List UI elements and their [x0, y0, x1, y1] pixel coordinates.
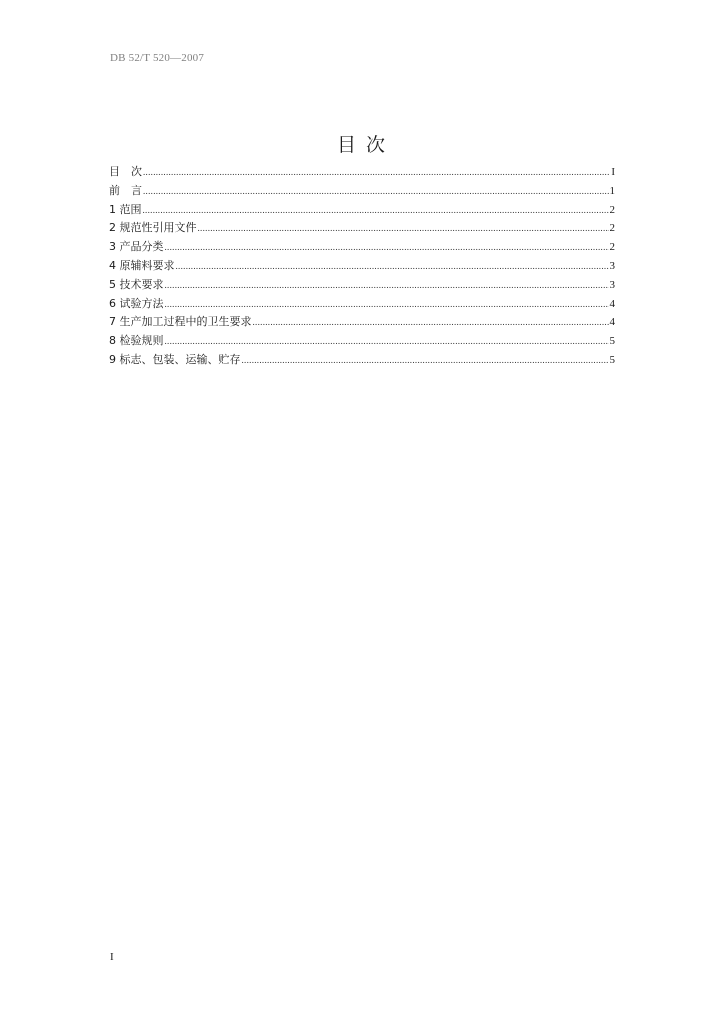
toc-entry-label: 3 产品分类 — [109, 240, 164, 254]
toc-entry-page: 5 — [609, 335, 615, 348]
toc-entry[interactable] — [109, 219, 615, 238]
toc-entry[interactable] — [109, 295, 615, 314]
toc-entry[interactable] — [109, 351, 615, 370]
toc-entry[interactable] — [109, 276, 615, 295]
toc-entry-page: 1 — [609, 184, 615, 197]
toc-title: 目 次 — [336, 134, 388, 156]
toc-entry[interactable] — [109, 201, 615, 220]
toc-entry-label: 8 检验规则 — [109, 334, 164, 348]
toc-entry-label: 前 言 — [109, 183, 142, 197]
toc-entry-page: 3 — [609, 278, 615, 291]
toc-dot-leader — [143, 163, 610, 182]
table-of-contents — [109, 163, 615, 370]
toc-dot-leader — [165, 276, 609, 295]
toc-dot-leader — [165, 295, 609, 314]
toc-dot-leader — [165, 332, 609, 351]
toc-entry[interactable] — [109, 163, 615, 182]
toc-entry-label: 4 原辅料要求 — [109, 258, 175, 272]
toc-entry-page: 3 — [609, 259, 615, 272]
footer-page-number: I — [110, 951, 114, 963]
toc-entry-label: 2 规范性引用文件 — [109, 221, 197, 235]
toc-entry-label: 7 生产加工过程中的卫生要求 — [109, 315, 252, 329]
document-code-header: DB 52/T 520—2007 — [110, 52, 205, 64]
toc-dot-leader — [198, 219, 609, 238]
toc-entry-label: 1 范围 — [109, 202, 142, 216]
toc-dot-leader — [143, 182, 609, 201]
toc-entry[interactable] — [109, 313, 615, 332]
toc-dot-leader — [176, 257, 609, 276]
toc-entry[interactable] — [109, 257, 615, 276]
toc-entry-label: 6 试验方法 — [109, 296, 164, 310]
toc-entry-page: 2 — [609, 203, 615, 216]
toc-dot-leader — [165, 238, 609, 257]
toc-entry-label: 5 技术要求 — [109, 277, 164, 291]
toc-entry[interactable] — [109, 238, 615, 257]
toc-dot-leader — [242, 351, 609, 370]
toc-entry-page: I — [611, 166, 615, 178]
toc-entry[interactable] — [109, 182, 615, 201]
toc-entry-page: 5 — [609, 353, 615, 366]
toc-dot-leader — [253, 313, 609, 332]
toc-entry[interactable] — [109, 332, 615, 351]
toc-entry-label: 9 标志、包装、运输、贮存 — [109, 352, 241, 366]
toc-entry-page: 2 — [609, 241, 615, 254]
toc-entry-page: 4 — [609, 316, 615, 329]
toc-dot-leader — [143, 201, 609, 220]
toc-entry-label: 目 次 — [109, 165, 142, 178]
toc-entry-page: 4 — [609, 297, 615, 310]
toc-entry-page: 2 — [609, 222, 615, 235]
